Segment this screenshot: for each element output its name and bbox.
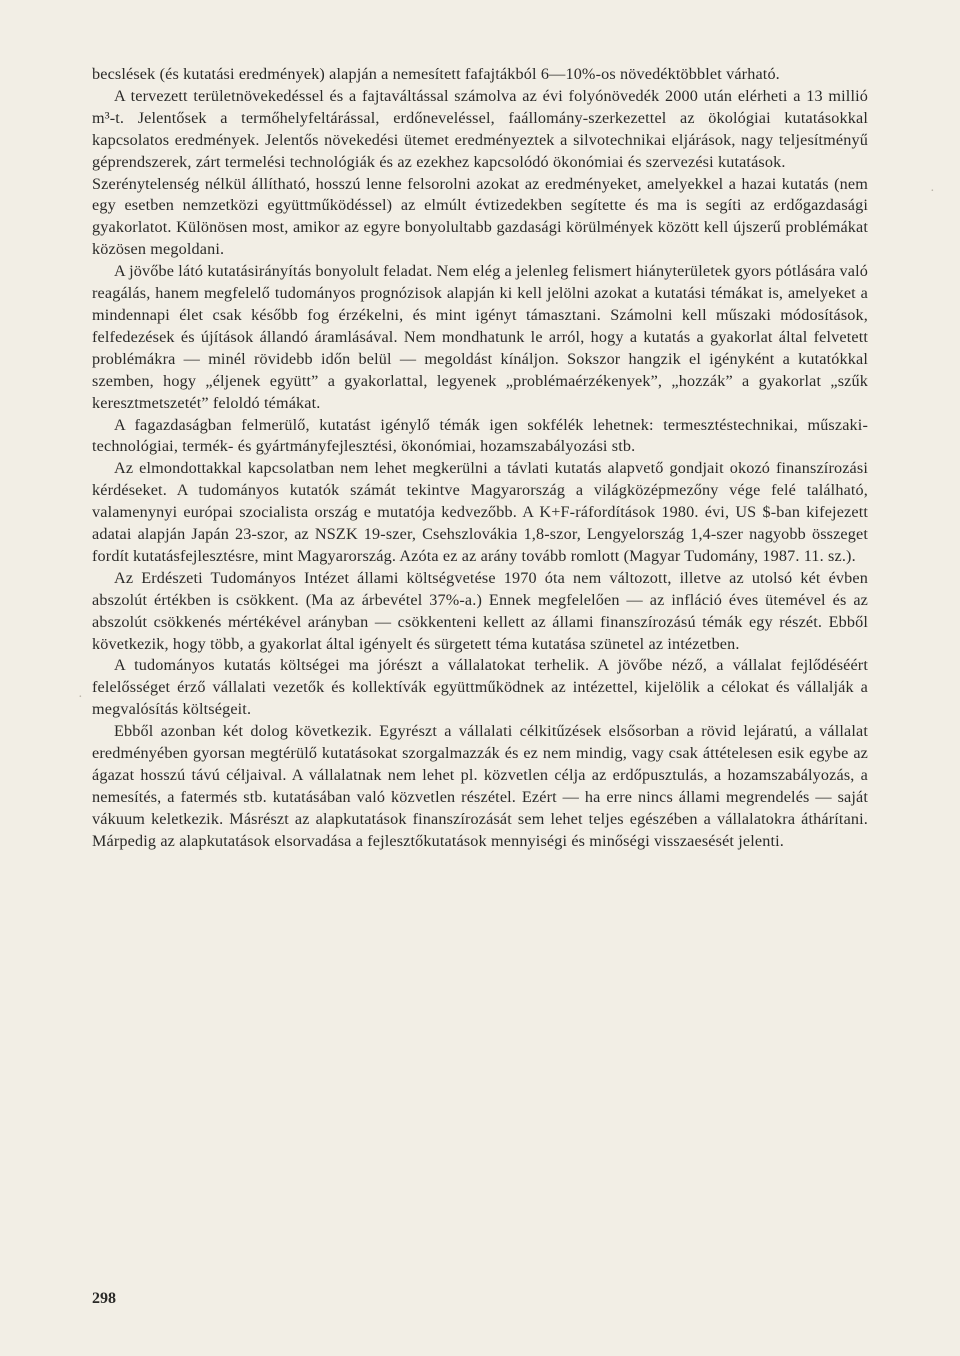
paragraph-research-results: Szerénytelenség nélkül állítható, hosszú lenne felsorolni azokat az eredményeket, amelyekkel a hazai kutatás (nem egy esetben nemzetközi együttműködéssel) az elmúlt évtizedekben segítette és ma is segíti az erdőgazdasági gyakorlatot. Különösen most, amikor az egyre bonyolultabb gazdasági körülmények között kell újszerű problémákat közösen megoldani.	[92, 174, 868, 259]
paragraph-company-costs: A tudományos kutatás költségei ma jórészt a vállalatokat terhelik. A jövőbe néző, a vállalat fejlődéséért felelősséget érző vállalati vezetők és kollektívák együttműködnek az intézettel, kijelölik a célokat és vállalják a megvalósítás költségeit.	[92, 656, 868, 719]
paragraph-research-topics: A fagazdaságban felmerülő, kutatást igénylő témák igen sokfélék lehetnek: termesztéstechnikai, műszaki-technológiai, termék- és gyártmányfejlesztési, ökonómiai, hozamszabályozási stb.	[92, 415, 868, 456]
paragraph-forest-growth: A tervezett területnövekedéssel és a fajtaváltással számolva az évi folyónövedék 2000 után elérheti a 13 millió m³-t. Jelentősek a termőhelyfeltárással, erdőneveléssel, faállomány-szerkezettel az ökológiai kutatásokkal kapcsolatos eredmények. Jelentős növekedési ütemet eredményeztek a silvotechnikai eljárások, nagy teljesítményű géprendszerek, zárt termelési technológiák és az ezekhez kapcsolódó ökonómiai és szervezési kutatások.	[92, 86, 868, 171]
paragraph-consequences: Ebből azonban két dolog következik. Egyrészt a vállalati célkitűzések elsősorban a rövid lejáratú, a vállalat eredményében gyorsan megtérülő kutatásokat szorgalmazzák és ez nem mindig, vagy csak áttételesen esik egybe az ágazat hosszú távú céljaival. A vállalatnak nem lehet pl. közvetlen célja az erdőpusztulás, a hozamszabályozás, a nemesítés, a fatermés stb. kutatásában való közvetlen részétel. Ezért — ha erre nincs állami megrendelés — saját vákuum keletkezik. Másrészt az alapkutatások finanszírozását sem lehet teljes egészében a vállalatokra áthárítani. Márpedig az alapkutatások elsorvadása a fejlesztőkutatások mennyiségi és minőségi visszaesését jelenti.	[92, 722, 868, 850]
paragraph-institute-budget: Az Erdészeti Tudományos Intézet állami költségvetése 1970 óta nem változott, illetve az utolsó két évben abszolút értékben is csökkent. (Ma az árbevétel 37%-a.) Ennek megfelelően — az infláció éves ütemével és az abszolút csökkenés mértékével arányban — csökkenteni kellett az állami finanszírozású témák egy részét. Ebből következik, hogy több, a gyakorlat által igényelt és sürgetett téma kutatása szünetel az intézetben.	[92, 568, 868, 653]
margin-dot: ·	[78, 690, 83, 705]
paragraph-financing: Az elmondottakkal kapcsolatban nem lehet megkerülni a távlati kutatás alapvető gondjait okozó finanszírozási kérdéseket. A tudományos kutatók számát tekintve Magyarország a világközépmezőny vége felé található, valamenynyi európai szocialista ország e mutatója kedvezőbb. A K+F-ráfordítások 1980. évi, US $-ban kifejezett adatai alapján Japán 23-szor, az NSZK 19-szer, Csehszlovákia 1,8-szor, Lengyelország 1,4-szer nagyobb összeget fordít kutatásfejlesztésre, mint Magyarország. Azóta ez az arány tovább romlott (Magyar Tudomány, 1987. 11. sz.).	[92, 459, 868, 565]
paragraph-research-direction: A jövőbe látó kutatásirányítás bonyolult feladat. Nem elég a jelenleg felismert hiányterületek gyors pótlására való reagálás, hanem megfelelő tudományos prognózisok alapján ki kell jelölni azokat a kutatási témákat is, amelyeket a mindennapi élet csak később fog érzékelni, és mint igényt támasztani. Számolni kell műszaki módosítások, felfedezések és újítások állandó áramlásával. Nem mondhatunk le arról, hogy a kutatás a gyakorlat által felvetett problémákra — minél rövidebb időn belül — megoldást kínáljon. Sokszor hangzik el igényként a kutatókkal szemben, hogy „éljenek együtt” a gyakorlattal, legyenek „problémaérzékenyek”, „hozzák” a gyakorlat „szűk keresztmetszetét” feloldó témákat.	[92, 262, 868, 412]
paragraph-continuation: becslések (és kutatási eredmények) alapján a nemesített fafajtákból 6—10%-os növedéktöbblet várható.	[92, 65, 780, 83]
margin-dot: ·	[930, 184, 935, 199]
page-number: 298	[92, 1290, 116, 1307]
body-text	[92, 64, 868, 853]
